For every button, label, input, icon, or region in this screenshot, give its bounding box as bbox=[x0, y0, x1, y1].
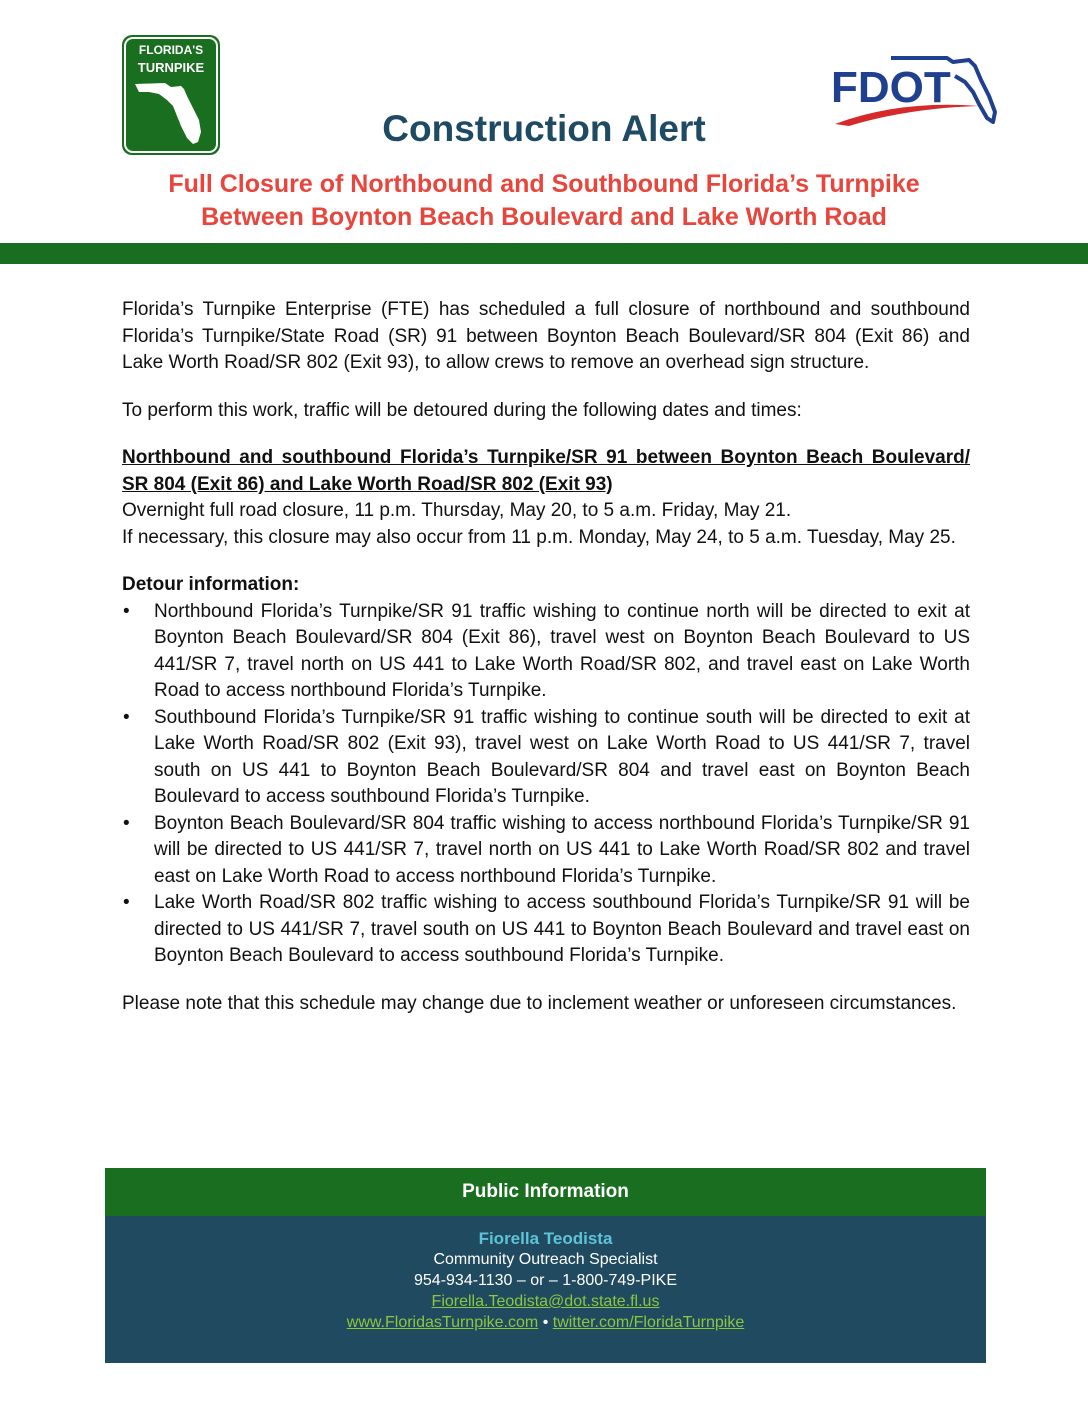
schedule-line-1: Overnight full road closure, 11 p.m. Thursday, May 20, to 5 a.m. Friday, May 21. bbox=[122, 500, 792, 521]
detour-text: Southbound Florida’s Turnpike/SR 91 traffic wishing to continue south will be directed to exit at Lake Worth Road/SR 802 (Exit 93), travel west on Lake Worth Road to US 441/SR 7, travel south on US 441 to Boynton Beach Boulevard/SR 804 and travel east on Boynton Beach Boulevard to access southbound Florida’s Turnpike. bbox=[154, 706, 970, 807]
detour-heading: Detour information: bbox=[122, 574, 300, 595]
header-divider-bar bbox=[0, 243, 1088, 264]
schedule-heading: Northbound and southbound Florida’s Turnpike/SR 91 between Boynton Beach Boulevard/ SR 804 (Exit 86) and Lake Worth Road/SR 802 (Exit 93) bbox=[122, 447, 970, 495]
contact-title: Community Outreach Specialist bbox=[433, 1251, 658, 1268]
website-link[interactable]: www.FloridasTurnpike.com bbox=[346, 1314, 539, 1331]
alert-body bbox=[122, 297, 970, 1017]
detour-text: Northbound Florida’s Turnpike/SR 91 traffic wishing to continue north will be directed to exit at Boynton Beach Boulevard/SR 804 (Exit 86), travel west on Boynton Beach Boulevard to US 441/SR 7, travel north on US 441 to Lake Worth Road/SR 802, and travel east on Lake Worth Road to access northbound Florida’s Turnpike. bbox=[154, 600, 970, 701]
public-information-box bbox=[105, 1168, 986, 1363]
detour-list bbox=[122, 599, 970, 970]
contact-name: Fiorella Teodista bbox=[478, 1229, 613, 1248]
page-title: Construction Alert bbox=[382, 108, 706, 149]
link-separator: • bbox=[542, 1314, 549, 1331]
bullet: • bbox=[123, 812, 130, 834]
weather-note: Please note that this schedule may change due to inclement weather or unforeseen circumstances. bbox=[122, 992, 957, 1014]
turnpike-logo-line1: FLORIDA'S bbox=[138, 43, 204, 57]
twitter-link[interactable]: twitter.com/FloridaTurnpike bbox=[552, 1314, 745, 1331]
bullet: • bbox=[123, 600, 130, 622]
bullet: • bbox=[123, 892, 130, 913]
bullet: • bbox=[123, 706, 130, 728]
detour-text: Lake Worth Road/SR 802 traffic wishing to access southbound Florida’s Turnpike/SR 91 will be directed to US 441/SR 7, travel south on US 441 to Boynton Beach Boulevard and travel east on Boynton Beach Boulevard to access southbound Florida’s Turnpike. bbox=[154, 892, 970, 966]
fdot-logo-text: FDOT bbox=[831, 63, 951, 112]
intro-paragraph: Florida’s Turnpike Enterprise (FTE) has scheduled a full closure of northbound and southbound Florida’s Turnpike/State Road (SR) 91 between Boynton Beach Boulevard/SR 804 (Exit 86) and Lake Worth Road/SR 802 (Exit 93), to allow crews to remove an overhead sign structure. bbox=[122, 299, 970, 373]
contact-email-link[interactable]: Fiorella.Teodista@dot.state.fl.us bbox=[431, 1293, 660, 1310]
schedule-line-2: If necessary, this closure may also occur from 11 p.m. Monday, May 24, to 5 a.m. Tuesday, May 25. bbox=[122, 526, 956, 548]
alert-subtitle bbox=[0, 168, 1088, 234]
detour-intro-paragraph: To perform this work, traffic will be detoured during the following dates and times: bbox=[122, 399, 802, 421]
detour-item-1 bbox=[122, 599, 970, 705]
detour-item-2 bbox=[122, 705, 970, 811]
contact-phone: 954-934-1130 – or – 1-800-749-PIKE bbox=[414, 1272, 677, 1289]
detour-item-4 bbox=[122, 890, 970, 970]
turnpike-logo-line2: TURNPIKE bbox=[137, 60, 205, 75]
contact-block bbox=[105, 1216, 986, 1363]
detour-item-3 bbox=[122, 811, 970, 891]
subtitle-line-1: Full Closure of Northbound and Southbound Florida’s Turnpike bbox=[168, 170, 920, 198]
subtitle-line-2: Between Boynton Beach Boulevard and Lake Worth Road bbox=[201, 203, 887, 231]
detour-text: Boynton Beach Boulevard/SR 804 traffic wishing to access northbound Florida’s Turnpike/SR 91 will be directed to US 441/SR 7, travel north on US 441 to Lake Worth Road/SR 802 and travel east on Lake Worth Road to access northbound Florida’s Turnpike. bbox=[154, 812, 970, 887]
public-information-heading: Public Information bbox=[105, 1168, 986, 1216]
